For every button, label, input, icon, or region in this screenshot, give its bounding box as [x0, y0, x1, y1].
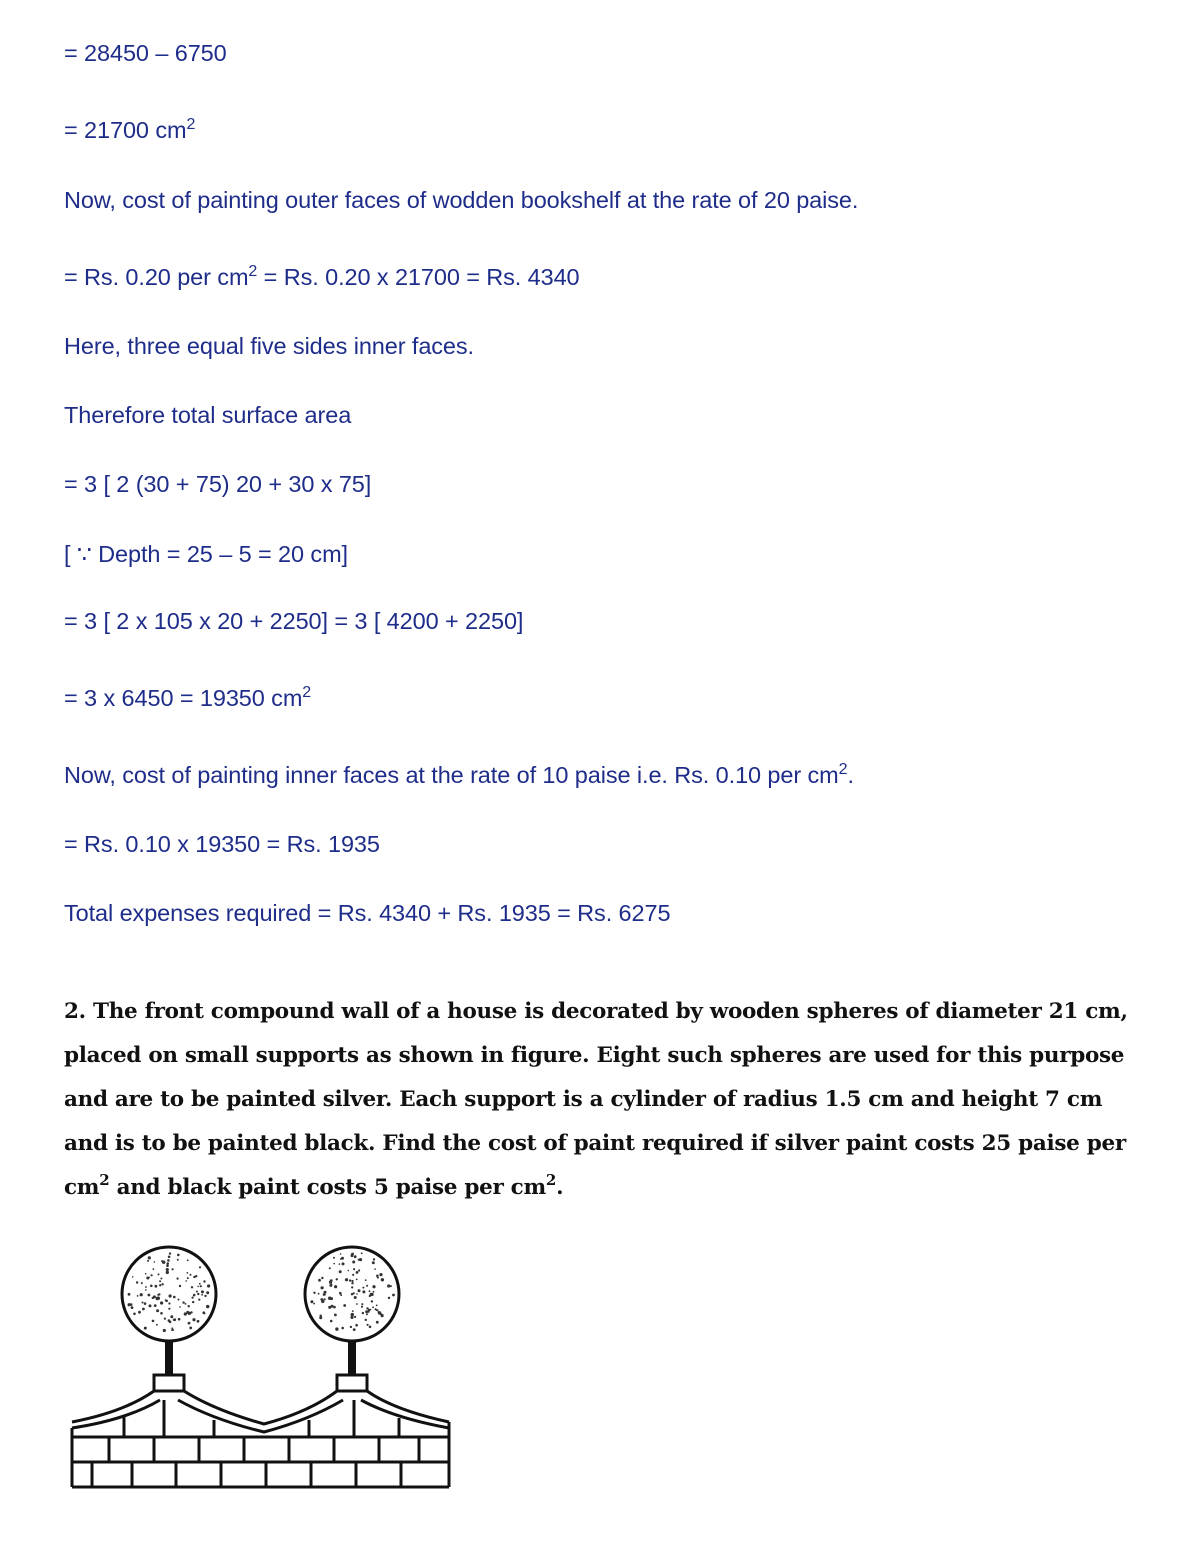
speckle-dot	[203, 1280, 205, 1282]
speckle-dot	[137, 1295, 139, 1297]
speckle-dot	[340, 1253, 342, 1255]
speckle-dot	[172, 1268, 174, 1270]
speckle-dot	[206, 1291, 209, 1294]
speckle-dot	[352, 1274, 354, 1276]
speckle-dot	[361, 1252, 363, 1254]
speckle-dot	[166, 1271, 169, 1274]
speckle-dot	[373, 1291, 375, 1293]
speckle-dot	[169, 1252, 171, 1254]
speckle-dot	[354, 1296, 357, 1299]
speckle-dot	[168, 1308, 170, 1310]
speckle-dot	[166, 1264, 169, 1267]
speckle-dot	[152, 1297, 154, 1299]
speckle-dot	[355, 1324, 358, 1327]
speckle-dot	[341, 1257, 344, 1260]
speckle-dot	[349, 1279, 351, 1281]
speckle-dot	[365, 1319, 367, 1321]
speckle-dot	[361, 1306, 363, 1308]
speckle-dot	[390, 1285, 392, 1287]
solution-line-9: = 3 [ 2 x 105 x 20 + 2250] = 3 [ 4200 + 2250]	[64, 608, 524, 634]
speckle-dot	[164, 1318, 166, 1320]
speckle-dot	[160, 1301, 163, 1304]
speckle-dot	[336, 1278, 338, 1280]
speckle-dot	[195, 1275, 197, 1277]
speckle-dot	[196, 1291, 198, 1293]
solution-line-7: = 3 [ 2 (30 + 75) 20 + 30 x 75]	[64, 471, 372, 497]
solution-line-12: = Rs. 0.10 x 19350 = Rs. 1935	[64, 831, 380, 857]
speckle-dot	[177, 1277, 179, 1279]
speckle-dot	[318, 1293, 320, 1295]
speckle-dot	[166, 1262, 169, 1265]
speckle-dot	[184, 1312, 187, 1315]
speckle-dot	[141, 1282, 143, 1284]
speckle-dot	[351, 1253, 354, 1256]
speckle-dot	[381, 1278, 384, 1281]
speckle-dot	[341, 1327, 344, 1330]
speckle-dot	[356, 1279, 358, 1281]
speckle-dot	[361, 1303, 363, 1305]
speckle-dot	[202, 1291, 204, 1293]
speckle-dot	[201, 1294, 203, 1296]
speckle-dot	[188, 1305, 190, 1307]
speckle-dot	[333, 1257, 335, 1259]
solution-line-6: Therefore total surface area	[64, 402, 352, 428]
speckle-dot	[339, 1292, 342, 1295]
speckle-dot	[204, 1295, 206, 1297]
speckle-dot	[173, 1296, 176, 1299]
speckle-dot	[169, 1294, 172, 1297]
wall-spheres-figure	[64, 1232, 464, 1499]
speckle-dot	[333, 1306, 336, 1309]
speckle-dot	[149, 1304, 152, 1307]
speckle-dot	[170, 1315, 173, 1318]
speckle-dot	[186, 1272, 188, 1274]
speckle-dot	[185, 1303, 187, 1305]
speckle-dot	[354, 1316, 356, 1318]
solution-line-2-text: = 21700 cm	[64, 117, 187, 143]
speckle-dot	[334, 1285, 337, 1288]
question-sup-a: 2	[99, 1171, 110, 1189]
speckle-dot	[335, 1327, 338, 1330]
speckle-dot	[198, 1299, 200, 1301]
speckle-dot	[313, 1292, 315, 1294]
speckle-dot	[131, 1306, 134, 1309]
speckle-dot	[320, 1315, 322, 1317]
speckle-dot	[333, 1263, 335, 1265]
speckle-dot	[192, 1318, 195, 1321]
question-text-c: .	[556, 1175, 564, 1200]
speckle-dot	[190, 1311, 192, 1313]
speckle-dot	[193, 1294, 196, 1297]
speckle-dot	[371, 1300, 373, 1302]
speckle-dot	[324, 1291, 327, 1294]
speckle-dot	[145, 1289, 147, 1291]
speckle-dot	[156, 1309, 159, 1312]
speckle-dot	[392, 1294, 395, 1297]
speckle-dot	[353, 1292, 355, 1294]
speckle-dot	[162, 1261, 165, 1264]
speckle-dot	[142, 1302, 144, 1304]
speckle-dot	[356, 1293, 358, 1295]
support-right-stem	[348, 1340, 356, 1376]
speckle-dot	[321, 1277, 323, 1279]
speckle-dot	[158, 1273, 160, 1275]
speckle-dot	[358, 1289, 361, 1292]
speckle-dot	[144, 1302, 147, 1305]
support-right-base	[337, 1375, 367, 1391]
speckle-dot	[376, 1305, 378, 1307]
speckle-dot	[328, 1306, 331, 1309]
speckle-dot	[151, 1274, 153, 1276]
speckle-dot	[172, 1329, 174, 1331]
speckle-dot	[321, 1286, 324, 1289]
speckle-dot	[147, 1260, 149, 1262]
question-sup-b: 2	[545, 1171, 557, 1189]
speckle-dot	[339, 1270, 342, 1273]
speckle-dot	[351, 1282, 353, 1284]
speckle-dot	[207, 1284, 210, 1287]
speckle-dot	[345, 1278, 348, 1281]
speckle-dot	[145, 1273, 147, 1275]
wall-spheres-svg	[64, 1232, 464, 1494]
speckle-dot	[182, 1301, 184, 1303]
speckle-dot	[348, 1270, 350, 1272]
solution-line-10-sup: 2	[302, 684, 312, 701]
speckle-dot	[165, 1299, 167, 1301]
speckle-dot	[197, 1293, 199, 1295]
speckle-dot	[133, 1313, 136, 1316]
speckle-dot	[155, 1285, 158, 1288]
speckle-dot	[197, 1286, 199, 1288]
speckle-dot	[331, 1284, 333, 1286]
speckle-dot	[140, 1293, 143, 1296]
speckle-dot	[351, 1280, 353, 1282]
solution-line-1: = 28450 – 6750	[64, 40, 227, 66]
speckle-dot	[343, 1304, 346, 1307]
speckle-dot	[144, 1327, 147, 1330]
speckle-dot	[329, 1267, 331, 1269]
speckle-dot	[372, 1285, 375, 1288]
speckle-dot	[159, 1284, 161, 1286]
speckle-dot	[352, 1261, 355, 1264]
speckle-dot	[329, 1281, 332, 1284]
solution-line-2	[64, 117, 195, 144]
solution-line-3: Now, cost of painting outer faces of wodden bookshelf at the rate of 20 paise.	[64, 187, 859, 213]
speckle-dot	[353, 1268, 355, 1270]
speckle-dot	[197, 1320, 200, 1323]
speckle-dot	[359, 1258, 362, 1261]
speckle-dot	[150, 1285, 153, 1288]
speckle-dot	[367, 1324, 369, 1326]
solution-line-4-text-b: = Rs. 0.20 x 21700 = Rs. 4340	[257, 264, 580, 290]
speckle-dot	[350, 1316, 353, 1319]
speckle-dot	[138, 1311, 141, 1314]
speckle-dot	[358, 1269, 360, 1271]
speckle-dot	[370, 1293, 373, 1296]
speckle-dot	[310, 1300, 313, 1303]
speckle-dot	[167, 1259, 170, 1262]
speckle-dot	[192, 1301, 194, 1303]
speckle-dot	[142, 1308, 145, 1311]
speckle-dot	[178, 1318, 181, 1321]
solution-line-11-text: Now, cost of painting inner faces at the rate of 10 paise i.e. Rs. 0.10 per cm	[64, 762, 839, 788]
speckle-dot	[157, 1294, 159, 1296]
speckle-dot	[189, 1327, 192, 1330]
speckle-dot	[163, 1329, 166, 1332]
speckle-dot	[179, 1285, 181, 1287]
speckle-dot	[313, 1303, 315, 1305]
speckle-dot	[166, 1268, 169, 1271]
speckle-dot	[330, 1320, 333, 1323]
speckle-dot	[168, 1302, 170, 1304]
speckle-dot	[372, 1306, 374, 1308]
speckle-dot	[168, 1256, 171, 1259]
solution-line-4-text-a: = Rs. 0.20 per cm	[64, 264, 249, 290]
speckle-dot	[362, 1312, 364, 1314]
question-2-text	[64, 990, 1144, 1210]
speckle-dot	[168, 1319, 171, 1322]
speckle-dot	[199, 1266, 201, 1268]
solution-line-11-sup: 2	[838, 761, 848, 778]
speckle-dot	[190, 1274, 192, 1276]
speckle-dot	[188, 1322, 191, 1325]
speckle-dot	[177, 1254, 180, 1257]
speckle-dot	[148, 1294, 151, 1297]
speckle-dot	[381, 1314, 384, 1317]
speckle-dot	[178, 1299, 180, 1301]
speckle-dot	[350, 1326, 352, 1328]
speckle-dot	[334, 1314, 337, 1317]
speckle-dot	[156, 1324, 158, 1326]
speckle-dot	[136, 1281, 138, 1283]
speckle-dot	[342, 1262, 345, 1265]
solution-line-2-sup: 2	[186, 116, 196, 133]
speckle-dot	[328, 1297, 331, 1300]
speckle-dot	[187, 1277, 189, 1279]
speckle-dot	[177, 1259, 179, 1261]
speckle-dot	[152, 1320, 155, 1323]
support-left-stem	[165, 1340, 173, 1376]
speckle-dot	[159, 1280, 161, 1282]
speckle-dot	[366, 1285, 368, 1287]
solution-line-11	[64, 762, 854, 789]
speckle-dot	[157, 1297, 160, 1300]
speckle-dot	[128, 1293, 131, 1296]
speckle-dot	[154, 1261, 156, 1263]
speckle-dot	[362, 1290, 365, 1293]
question-text-b: and black paint costs 5 paise per cm	[109, 1175, 546, 1200]
solution-line-4-sup: 2	[248, 263, 258, 280]
speckle-dot	[376, 1321, 379, 1324]
speckle-dot	[153, 1268, 155, 1270]
solution-line-13: Total expenses required = Rs. 4340 + Rs. 1935 = Rs. 6275	[64, 900, 671, 926]
speckle-dot	[148, 1256, 151, 1259]
speckle-dot	[365, 1310, 368, 1313]
speckle-dot	[356, 1271, 359, 1274]
speckle-dot	[376, 1309, 378, 1311]
speckle-dot	[379, 1273, 382, 1276]
wall-top-curve	[72, 1391, 449, 1424]
speckle-dot	[132, 1276, 134, 1278]
speckle-dot	[173, 1319, 175, 1321]
speckle-dot	[339, 1263, 341, 1265]
speckle-dot	[148, 1277, 150, 1279]
speckle-dot	[366, 1313, 368, 1315]
solution-line-10-text: = 3 x 6450 = 19350 cm	[64, 685, 303, 711]
speckle-dot	[387, 1284, 390, 1287]
speckle-dot	[199, 1283, 201, 1285]
speckle-dot	[369, 1326, 372, 1329]
speckle-dot	[185, 1280, 187, 1282]
speckle-dot	[324, 1298, 326, 1300]
speckle-dot	[206, 1305, 209, 1308]
speckle-dot	[353, 1328, 356, 1331]
speckle-dot	[145, 1286, 147, 1288]
speckle-dot	[318, 1279, 321, 1282]
solution-line-5: Here, three equal five sides inner faces.	[64, 333, 474, 359]
speckle-dot	[160, 1278, 162, 1280]
speckle-dot	[369, 1290, 371, 1292]
solution-line-8: [ ∵ Depth = 25 – 5 = 20 cm]	[64, 541, 348, 567]
speckle-dot	[354, 1255, 357, 1258]
speckle-dot	[179, 1306, 181, 1308]
speckle-dot	[352, 1310, 354, 1312]
speckle-dot	[368, 1309, 370, 1311]
speckle-dot	[365, 1279, 367, 1281]
solution-line-10	[64, 685, 311, 712]
solution-line-11-end: .	[847, 762, 854, 788]
speckle-dot	[372, 1261, 375, 1264]
speckle-dot	[362, 1287, 364, 1289]
speckle-dot	[154, 1304, 157, 1307]
speckle-dot	[351, 1313, 354, 1316]
speckle-dot	[200, 1285, 202, 1287]
speckle-dot	[320, 1298, 323, 1301]
speckle-dot	[160, 1312, 163, 1315]
speckle-dot	[388, 1297, 390, 1299]
speckle-dot	[376, 1275, 379, 1278]
speckle-dot	[356, 1303, 358, 1305]
speckle-dot	[340, 1294, 342, 1296]
speckle-dot	[351, 1286, 353, 1288]
speckle-dot	[191, 1286, 193, 1288]
support-left-base	[154, 1375, 184, 1391]
speckle-dot	[192, 1297, 194, 1299]
speckle-dot	[128, 1303, 131, 1306]
speckle-dot	[373, 1258, 375, 1260]
speckle-dot	[187, 1259, 189, 1261]
question-text-a: 2. The front compound wall of a house is decorated by wooden spheres of diameter 21 cm, placed on small supports as shown in figure. Eight such spheres are used for this purpose and are to be painted silver. Each support is a cylinder of radius 1.5 cm and height 7 cm and is to be painted black. Find the cost of paint required if silver paint costs 25 paise per cm	[64, 999, 1128, 1200]
solution-line-4	[64, 264, 580, 291]
speckle-dot	[204, 1312, 206, 1314]
speckle-dot	[374, 1268, 376, 1270]
speckle-dot	[161, 1283, 163, 1285]
